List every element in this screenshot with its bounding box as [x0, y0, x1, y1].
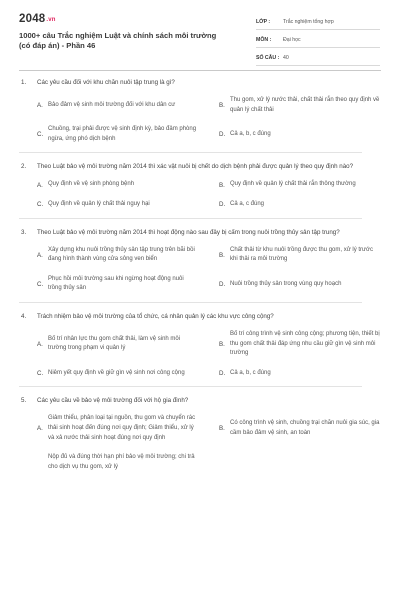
option-letter: C.: [37, 201, 44, 209]
option-letter: B.: [219, 181, 225, 189]
option-c[interactable]: [37, 453, 209, 472]
question-stem: [21, 312, 381, 322]
header: [0, 0, 400, 70]
question-stem: [21, 162, 381, 172]
option-d[interactable]: [219, 125, 391, 144]
option-b[interactable]: [219, 246, 391, 265]
question-5: [0, 396, 400, 472]
option-a[interactable]: [37, 246, 209, 265]
question-list: [0, 78, 400, 481]
site-logo[interactable]: [19, 13, 56, 25]
option-letter: A.: [37, 340, 43, 348]
question-text: Các yêu cầu về bảo vệ môi trường đối với hộ gia đình?: [37, 397, 189, 405]
option-text: Niêm yết quy định về giữ gìn vệ sinh nơi công cộng: [48, 369, 185, 376]
question-text: Theo Luật bảo vệ môi trường năm 2014 thì hoạt động nào sau đây bị cấm trong nuôi trồng thủy sản tập trung?: [37, 228, 340, 236]
meta-value-count: 40: [283, 54, 289, 61]
option-letter: C.: [37, 131, 44, 139]
option-d[interactable]: [219, 369, 391, 379]
meta-key-subject: MÔN :: [256, 36, 272, 43]
question-number: 1.: [21, 79, 27, 86]
question-divider: [19, 218, 362, 219]
question-number: 2.: [21, 163, 27, 171]
option-text: Quy định về vệ sinh phòng bệnh: [48, 181, 135, 188]
question-stem: [21, 396, 381, 406]
option-letter: D.: [219, 201, 226, 209]
question-stem: [21, 228, 381, 238]
option-text: Chuồng, trại phải được vệ sinh định kỳ, bảo đảm phòng ngừa, ứng phó dịch bệnh: [48, 126, 197, 142]
page-title: 1000+ câu Trắc nghiệm Luật và chính sách môi trường (có đáp án) - Phần 46: [19, 31, 217, 50]
option-text: Nộp đủ và đúng thời hạn phí bảo vệ môi trường; chi trả cho dịch vụ thu gom, xử lý: [48, 454, 195, 470]
option-letter: B.: [219, 251, 225, 259]
question-divider: [19, 386, 362, 387]
option-text: Chất thải từ khu nuôi trồng được thu gom, xử lý trước khi thải ra môi trường: [230, 246, 373, 263]
option-a[interactable]: [37, 414, 209, 443]
question-2: [0, 162, 400, 218]
option-c[interactable]: [37, 200, 209, 210]
option-b[interactable]: [219, 96, 391, 115]
option-text: Thu gom, xử lý nước thải, chất thải rắn theo quy định về quản lý chất thải: [230, 97, 380, 113]
option-text: Quy định về quản lý chất thải nguy hại: [48, 200, 150, 207]
meta-key-class: LỚP :: [256, 18, 271, 25]
option-text: Cả a, b, c đúng: [230, 369, 271, 376]
meta-row-count: [256, 50, 380, 66]
meta-row-subject: [256, 32, 380, 48]
option-letter: A.: [37, 181, 43, 189]
option-text: Giảm thiểu, phân loại tại nguồn, thu gom và chuyển rác thải sinh hoạt đến đúng nơi quy định; Giảm thiểu, xử lý và xả nước thải sinh hoạt đúng nơi quy định: [48, 415, 196, 441]
question-1: [0, 78, 400, 153]
option-b[interactable]: [219, 330, 391, 359]
question-4: [0, 312, 400, 387]
meta-value-class: Trắc nghiệm tổng hợp: [283, 18, 334, 25]
logo-text: 2048: [19, 13, 46, 25]
option-letter: D.: [219, 280, 226, 288]
option-a[interactable]: [37, 180, 209, 190]
option-d[interactable]: [219, 200, 391, 210]
option-b[interactable]: [219, 414, 391, 443]
option-text: Bố trí nhân lực thu gom chất thải, làm vệ sinh môi trường trong phạm vi quản lý: [48, 335, 181, 352]
option-text: Quy định về quản lý chất thải rắn thông thường: [230, 181, 356, 188]
option-c[interactable]: [37, 275, 209, 294]
option-c[interactable]: [37, 125, 209, 144]
option-letter: D.: [219, 131, 226, 139]
option-text: Bảo đảm vệ sinh môi trường đối với khu dân cư: [48, 101, 176, 108]
question-text: Các yêu cầu đối với khu chăn nuôi tập trung là gì?: [37, 79, 175, 86]
question-3: [0, 228, 400, 303]
meta-value-subject: Đại học: [283, 36, 301, 43]
option-text: Nuôi trồng thủy sản trong vùng quy hoạch: [230, 280, 342, 287]
question-number: 5.: [21, 397, 27, 405]
option-text: Bố trí công trình vệ sinh công cộng; phương tiện, thiết bị thu gom chất thải đáp ứng nhu cầu giữ gìn vệ sinh môi trường: [230, 330, 380, 357]
options-grid: [37, 330, 381, 378]
options-grid: [37, 246, 381, 294]
option-d[interactable]: [219, 275, 391, 294]
options-grid: [37, 180, 381, 209]
meta-key-count: SỐ CÂU :: [256, 54, 280, 61]
option-letter: A.: [37, 425, 43, 433]
question-stem: [21, 78, 381, 88]
question-divider: [19, 152, 362, 153]
question-divider: [19, 302, 362, 303]
option-b[interactable]: [219, 180, 391, 190]
option-letter: A.: [37, 102, 43, 110]
option-a[interactable]: [37, 96, 209, 115]
option-text: Phục hồi môi trường sau khi ngừng hoạt động nuôi trồng thủy sản: [48, 275, 184, 292]
option-c[interactable]: [37, 369, 209, 379]
option-a[interactable]: [37, 330, 209, 359]
meta-panel: [256, 14, 380, 68]
option-letter: C.: [37, 370, 44, 378]
option-text: Cả a, c đúng: [230, 200, 265, 207]
option-letter: B.: [219, 102, 225, 110]
question-number: 3.: [21, 228, 27, 236]
option-text: Xây dựng khu nuôi trồng thủy sản tập trung trên bãi bồi đang hình thành vùng cửa sông ven biển: [48, 246, 195, 263]
question-number: 4.: [21, 312, 27, 320]
header-divider: [19, 70, 381, 71]
option-letter: B.: [219, 425, 225, 433]
options-grid: [37, 96, 381, 144]
question-text: Theo Luật bảo vệ môi trường năm 2014 thì xác vật nuôi bị chết do dịch bệnh phải được quản lý theo quy định nào?: [37, 163, 354, 171]
meta-row-class: [256, 14, 380, 30]
options-grid: [37, 414, 381, 472]
option-text: Có công trình vệ sinh, chuồng trại chăn nuôi gia súc, gia cầm bảo đảm vệ sinh, an toàn: [230, 420, 380, 436]
option-letter: C.: [37, 280, 44, 288]
option-text: Cả a, b, c đúng: [230, 130, 271, 137]
option-letter: A.: [37, 251, 43, 259]
option-letter: B.: [219, 340, 225, 348]
question-text: Trách nhiệm bảo vệ môi trường của tổ chức, cá nhân quản lý các khu vực công cộng?: [37, 312, 274, 320]
logo-tld: .vn: [46, 17, 56, 23]
option-letter: D.: [219, 370, 226, 378]
